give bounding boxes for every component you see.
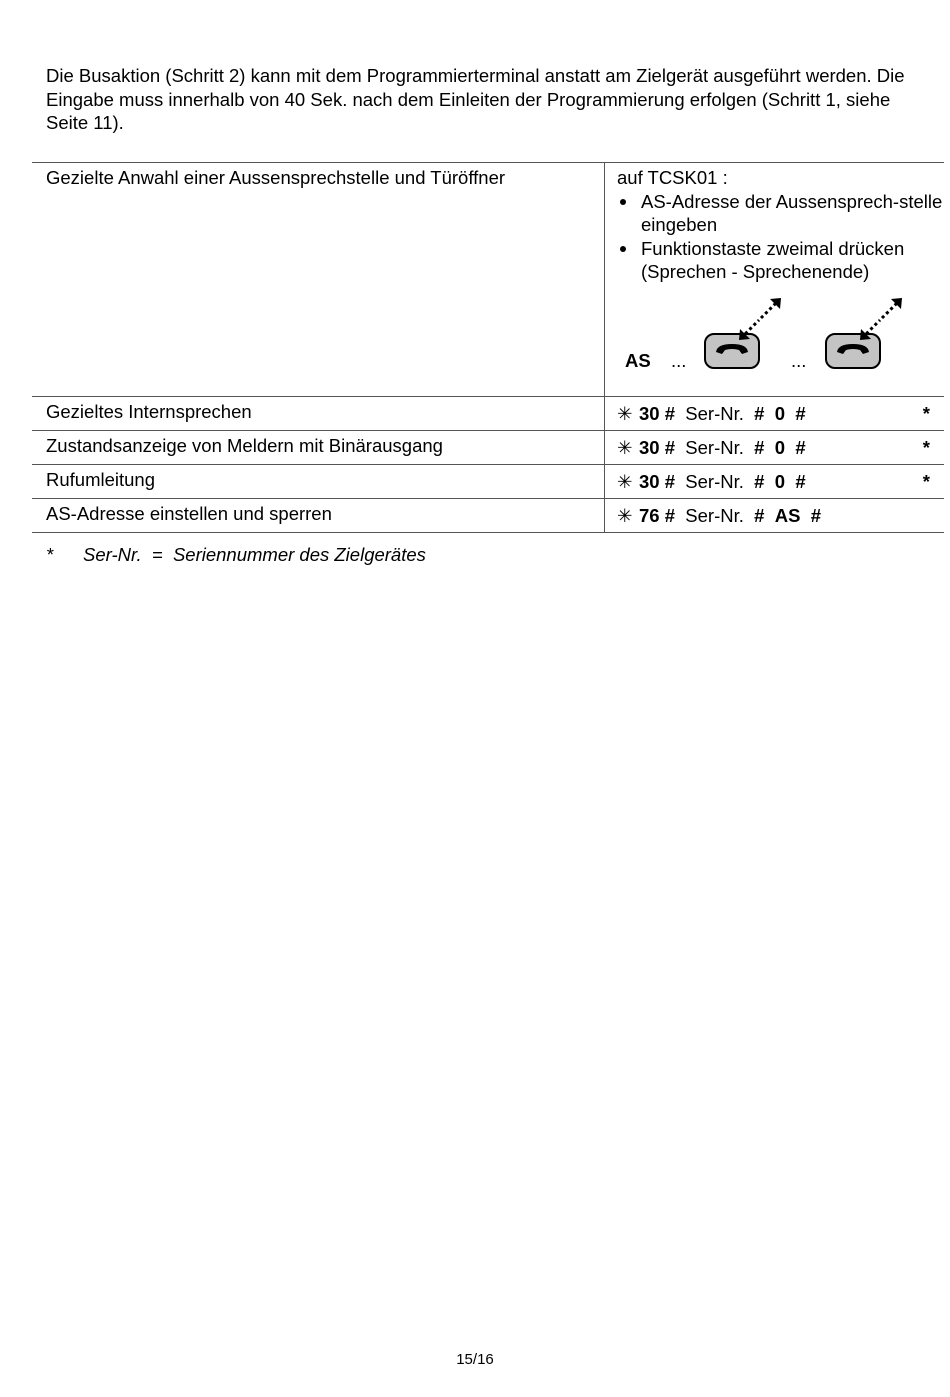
hash-key: #	[754, 505, 765, 526]
code-number: 30	[639, 471, 660, 492]
sequence-as-label: AS	[625, 349, 651, 371]
serial-label: Ser-Nr.	[685, 437, 744, 458]
table-row	[32, 431, 944, 465]
table-row	[32, 465, 944, 499]
code-value: 0	[774, 471, 786, 492]
row-instructions	[605, 163, 945, 397]
code-number: 30	[639, 437, 660, 458]
instruction-list	[617, 190, 944, 284]
hash-key: #	[664, 403, 676, 424]
hash-key: #	[754, 437, 765, 458]
key-code	[617, 502, 944, 528]
star-key-icon: ✳	[617, 471, 633, 492]
sequence-dots: ...	[671, 349, 687, 371]
key-code	[617, 434, 944, 460]
key-code	[617, 468, 944, 494]
star-key-icon: ✳	[617, 505, 633, 526]
row-label: Gezielte Anwahl einer Aussensprechstelle und Türöffner	[32, 163, 605, 397]
instruction-item: Funktionstaste zweimal drücken (Sprechen - Sprechenende)	[617, 237, 944, 284]
code-value: AS	[774, 505, 801, 526]
handset-button-icon	[703, 298, 801, 374]
key-code	[617, 400, 944, 426]
serial-label: Ser-Nr.	[685, 471, 744, 492]
row-code	[605, 397, 945, 431]
footnote-marker: *	[922, 471, 930, 492]
hash-key: #	[795, 437, 806, 458]
star-key-icon: ✳	[617, 403, 633, 424]
handset-button-icon	[824, 298, 922, 374]
serial-label: Ser-Nr.	[685, 403, 744, 424]
hash-key: #	[795, 403, 806, 424]
hash-key: #	[754, 471, 765, 492]
hash-key: #	[754, 403, 765, 424]
code-number: 76	[639, 505, 660, 526]
row-code	[605, 431, 945, 465]
instruction-title: auf TCSK01 :	[617, 167, 728, 188]
code-number: 30	[639, 403, 660, 424]
footnote-text: Ser-Nr. = Seriennummer des Zielgerätes	[83, 544, 426, 565]
intro-paragraph: Die Busaktion (Schritt 2) kann mit dem Programmierterminal anstatt am Zielgerät ausgeführt werden. Die Eingabe muss innerhalb von 40 Sek. nach dem Einleiten der Programmierung erfolgen (Schritt 1, siehe Seite 11).	[46, 65, 905, 133]
code-value: 0	[774, 403, 786, 424]
hash-key: #	[664, 471, 676, 492]
serial-label: Ser-Nr.	[685, 505, 744, 526]
sequence-dots: ...	[791, 349, 807, 371]
programming-table	[32, 162, 944, 533]
instruction-item: AS-Adresse der Aussensprech-stelle eingeben	[617, 190, 944, 237]
row-code	[605, 499, 945, 533]
hash-key: #	[795, 471, 806, 492]
page-number: 15/16	[456, 1351, 494, 1368]
row-label: Zustandsanzeige von Meldern mit Binärausgang	[32, 431, 605, 465]
table-row	[32, 499, 944, 533]
footnote-marker: *	[922, 403, 930, 424]
footnote-mark: *	[46, 544, 54, 565]
footnote	[46, 544, 426, 566]
footnote-marker: *	[922, 437, 930, 458]
star-key-icon: ✳	[617, 437, 633, 458]
hash-key: #	[664, 505, 676, 526]
code-value: 0	[774, 437, 786, 458]
table-row	[32, 397, 944, 431]
hash-key: #	[664, 437, 676, 458]
row-label: AS-Adresse einstellen und sperren	[32, 499, 605, 533]
row-code	[605, 465, 945, 499]
row-label: Gezieltes Internsprechen	[32, 397, 605, 431]
hash-key: #	[810, 505, 822, 526]
key-sequence	[617, 284, 944, 379]
row-label: Rufumleitung	[32, 465, 605, 499]
table-row	[32, 163, 944, 397]
